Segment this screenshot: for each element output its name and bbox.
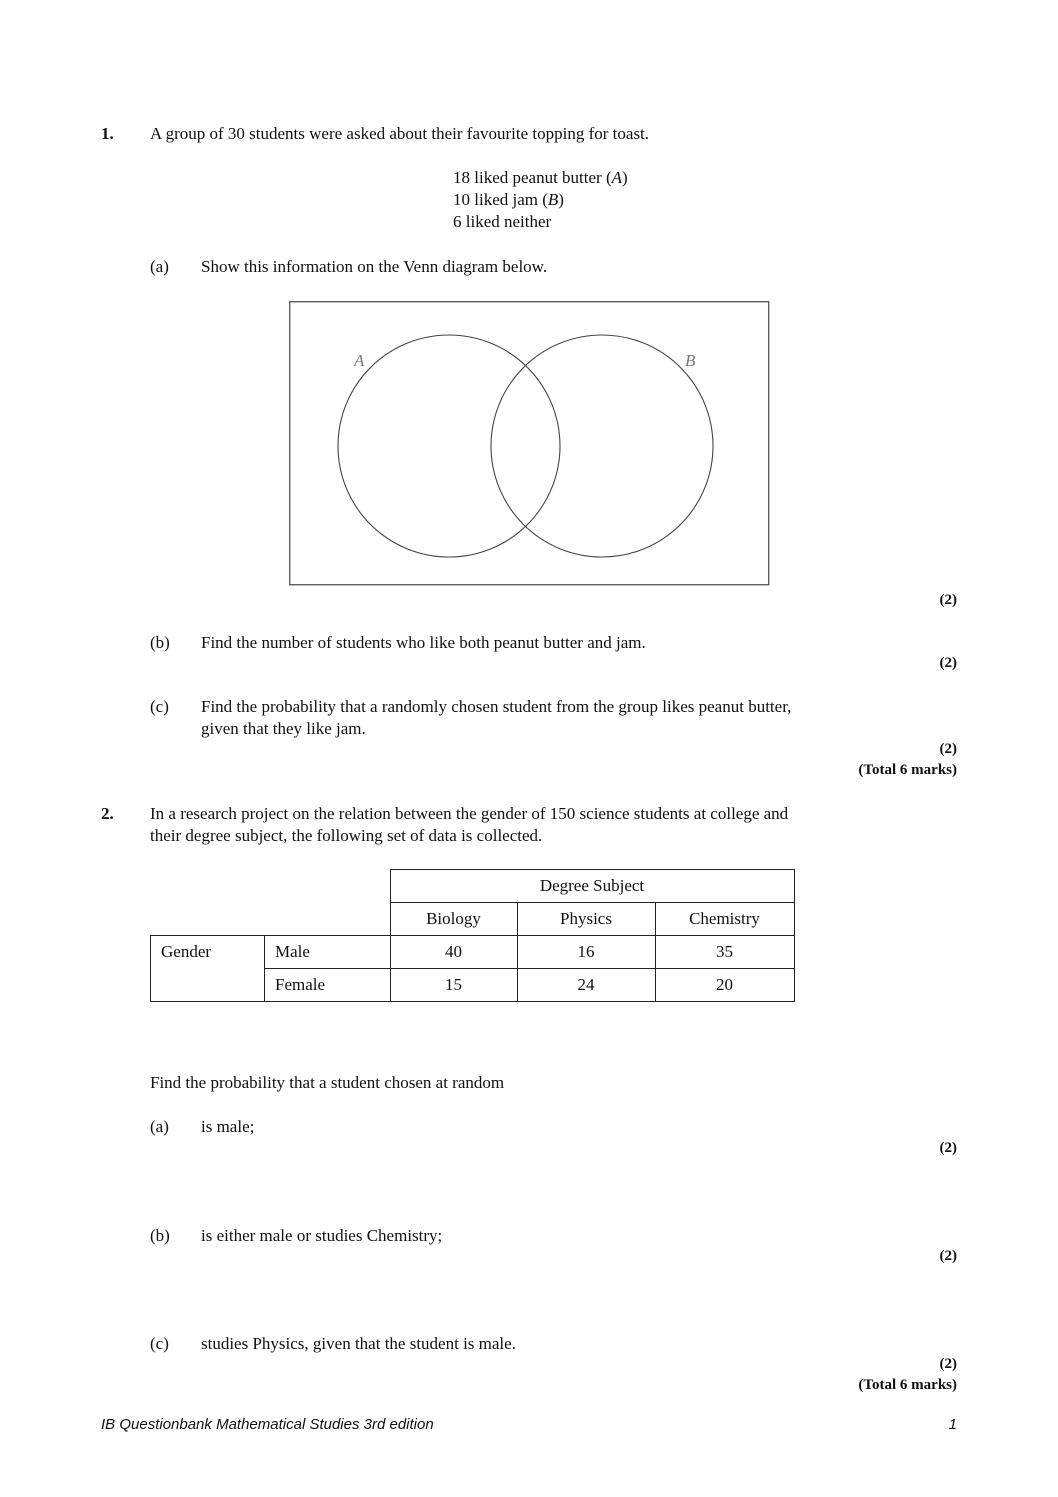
cell-male-physics: 16 [517,936,655,969]
q2b-text: is either male or studies Chemistry; [201,1226,443,1245]
q1b-label: (b) [150,633,170,652]
q1b-marks: (2) [939,655,957,671]
subject-header-biology: Biology [390,903,517,936]
q2b-marks: (2) [939,1248,957,1264]
empty-cell [151,903,265,936]
degree-subject-header: Degree Subject [390,870,794,903]
fact-peanut-butter: 18 liked peanut butter (A) [453,168,628,187]
q1c-text-line2: given that they like jam. [201,719,366,738]
cell-male-chemistry: 35 [655,936,794,969]
q1c-text-line1: Find the probability that a randomly chosen student from the group likes peanut butter, [201,697,792,716]
row-label-female: Female [265,969,391,1002]
q2a-label: (a) [150,1117,169,1136]
empty-cell [151,870,265,903]
footer-page-number: 1 [948,1416,957,1433]
subject-header-physics: Physics [517,903,655,936]
q2b-label: (b) [150,1226,170,1245]
q2c-text: studies Physics, given that the student is male. [201,1334,516,1353]
question-2-intro-line1: In a research project on the relation between the gender of 150 science students at college and [150,804,789,823]
fact-neither: 6 liked neither [453,212,552,231]
question-2-prompt: Find the probability that a student chosen at random [150,1073,505,1092]
empty-cell [265,903,391,936]
question-1-number: 1. [101,124,114,143]
q1a-marks: (2) [939,592,957,608]
cell-male-biology: 40 [390,936,517,969]
question-1-intro: A group of 30 students were asked about their favourite topping for toast. [150,124,650,143]
q2c-label: (c) [150,1334,169,1353]
footer-source: IB Questionbank Mathematical Studies 3rd edition [101,1416,434,1433]
q1c-marks: (2) [939,741,957,757]
degree-subject-table [150,869,795,1002]
venn-universal-set [290,302,769,585]
gender-header: Gender [151,936,265,1002]
venn-circle-a [338,335,560,557]
venn-diagram [289,301,770,587]
cell-female-biology: 15 [390,969,517,1002]
q1-total-marks: (Total 6 marks) [858,762,957,778]
q2c-marks: (2) [939,1356,957,1372]
venn-circle-b [491,335,713,557]
q1b-text: Find the number of students who like both peanut butter and jam. [201,633,646,652]
cell-female-chemistry: 20 [655,969,794,1002]
q2-total-marks: (Total 6 marks) [858,1377,957,1393]
q2a-text: is male; [201,1117,255,1136]
fact-jam: 10 liked jam (B) [453,190,564,209]
subject-header-chemistry: Chemistry [655,903,794,936]
venn-label-b: B [685,351,696,370]
question-2-number: 2. [101,804,114,823]
cell-female-physics: 24 [517,969,655,1002]
q1a-text: Show this information on the Venn diagram below. [201,257,548,276]
venn-label-a: A [354,351,365,370]
row-label-male: Male [265,936,391,969]
q1a-label: (a) [150,257,169,276]
question-2-intro-line2: their degree subject, the following set of data is collected. [150,826,543,845]
q1c-label: (c) [150,697,169,716]
question-1-facts [453,167,628,233]
q2a-marks: (2) [939,1140,957,1156]
empty-cell [265,870,391,903]
